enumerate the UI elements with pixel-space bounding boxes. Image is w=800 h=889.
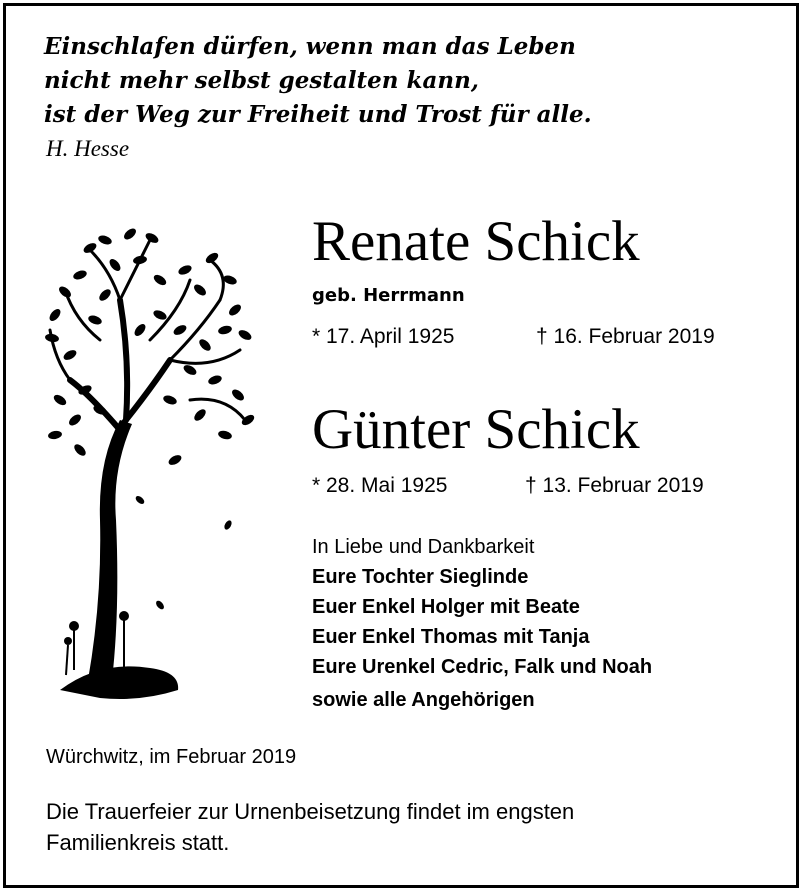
mourner-2: Euer Enkel Holger mit Beate [312, 596, 580, 618]
deceased-2-died: † 13. Februar 2019 [525, 474, 704, 497]
deceased-1-born: * 17. April 1925 [312, 325, 455, 348]
funeral-notice-line-2: Familienkreis statt. [46, 830, 230, 855]
quote-line-2: nicht mehr selbst gestalten kann, [44, 67, 479, 94]
quote-line-3: ist der Weg zur Freiheit und Trost für alle. [44, 101, 592, 128]
funeral-notice [46, 796, 574, 858]
mourner-5: sowie alle Angehörigen [312, 689, 535, 711]
tree-icon [40, 220, 260, 710]
funeral-notice-line-1: Die Trauerfeier zur Urnenbeisetzung findet im engsten [46, 799, 575, 824]
quote-line-1: Einschlafen dürfen, wenn man das Leben [44, 33, 576, 60]
mourner-1: Eure Tochter Sieglinde [312, 566, 529, 588]
deceased-1-name: Renate Schick [312, 210, 640, 273]
deceased-2-name: Günter Schick [312, 398, 640, 461]
mourner-3: Euer Enkel Thomas mit Tanja [312, 626, 590, 648]
place-date: Würchwitz, im Februar 2019 [46, 746, 297, 768]
deceased-1-died: † 16. Februar 2019 [536, 325, 715, 348]
mourners-intro: In Liebe und Dankbarkeit [312, 536, 535, 558]
deceased-1-birth-name: geb. Herrmann [312, 285, 465, 306]
quote [44, 30, 592, 132]
deceased-2-born: * 28. Mai 1925 [312, 474, 448, 497]
mourner-4: Eure Urenkel Cedric, Falk und Noah [312, 656, 653, 678]
quote-author: H. Hesse [46, 136, 130, 161]
